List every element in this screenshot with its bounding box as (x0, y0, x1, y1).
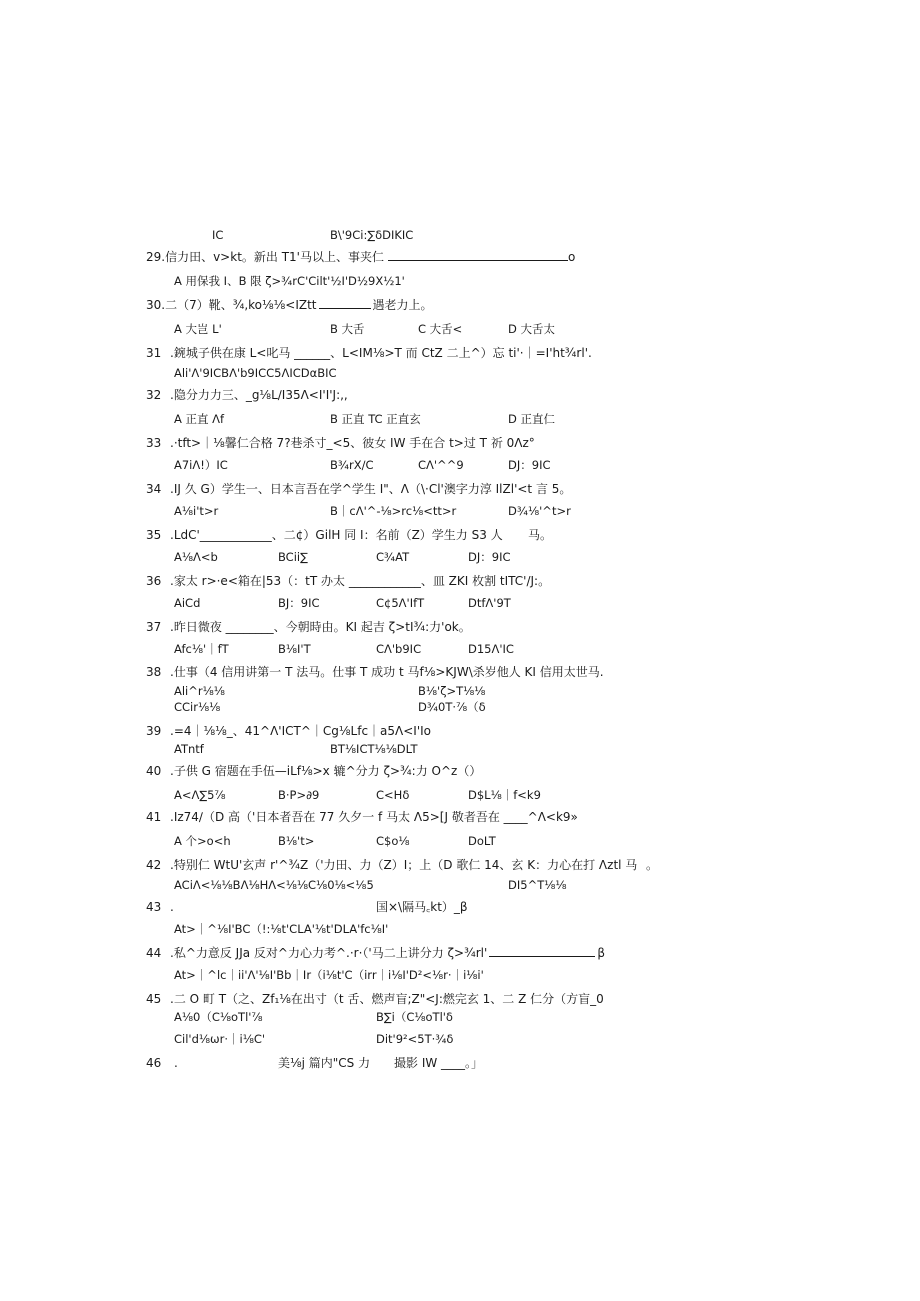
question-44-number: 44 (146, 946, 162, 960)
option-a: ATntf (174, 742, 204, 756)
option-d: D 大舌太 (508, 322, 556, 336)
answer-blank (388, 250, 568, 261)
option-d: DI5^T⅛⅛ (508, 878, 567, 892)
question-38-number: 38 (146, 665, 162, 679)
question-35-text: .LdC'____________、二¢）GilH 同 I：名前（Z）学生力 S3 人 (170, 528, 503, 542)
option-a: A 个>o<h (174, 834, 231, 848)
option-a: A⅛i't>r (174, 504, 219, 518)
option-a: Ali^r⅛⅛ (174, 684, 225, 698)
option-c: CΛ'^^9 (418, 458, 464, 472)
option-d: D¾⅛'^t>r (508, 504, 571, 518)
question-44 (170, 946, 605, 960)
question-35-end: 马。 (528, 528, 553, 542)
option-d: DJ：9IC (508, 458, 551, 472)
question-40-number: 40 (146, 764, 162, 778)
option-c: CCir⅛⅛ (174, 700, 221, 714)
option-c: C$o⅛ (376, 834, 410, 848)
option-b: BCii∑ (278, 550, 308, 564)
option-a: A⅛Λ<b (174, 550, 218, 564)
question-38-text: .仕事（4 信用讲第一 T 法马。仕事 T 成功 t 马f⅛>KJW\杀岁他人 KI 信用太世马. (170, 665, 604, 679)
option-a: A⅛0（C⅛oTl'⅞ (174, 1010, 263, 1024)
option-a: A 大岂 L' (174, 322, 222, 336)
question-45-number: 45 (146, 992, 162, 1006)
option-c: C<Hδ (376, 788, 410, 802)
question-42-number: 42 (146, 858, 162, 872)
question-30-end: 遇老力上。 (372, 298, 433, 312)
question-39-number: 39 (146, 724, 162, 738)
question-32-text: .隐分力力三、_g⅛L∕I35Λ<I'I'J:,, (170, 388, 348, 402)
question-46-number: 46 (146, 1056, 162, 1070)
option-b: B｜cΛ'^-⅛>rc⅛<tt>r (330, 504, 457, 518)
question-36-number: 36 (146, 574, 162, 588)
question-41-number: 41 (146, 810, 162, 824)
question-35-number: 35 (146, 528, 162, 542)
option-a: A 正直 Λf (174, 412, 225, 426)
option-c: CΛ'b9IC (376, 642, 422, 656)
answer-blank (319, 298, 371, 309)
option-b: B⅛'ζ>T⅛⅛ (418, 684, 486, 698)
option-line-c: IC (212, 228, 224, 242)
option-d: D¾0T·⅞（δ (418, 700, 486, 714)
option-c: C¢5Λ'IfT (376, 596, 425, 610)
option-a-b-c: ACiΛ<⅛⅛BΛ⅛HΛ<⅛⅛C⅛0⅛<⅛5 (174, 878, 374, 892)
option-d: DJ：9IC (468, 550, 511, 564)
option-d: D 正直仁 (508, 412, 556, 426)
option-b: BT⅛ICT⅛⅛DLT (330, 742, 418, 756)
question-29-text: 29.信力田、v>kt。新出 T1'马以上、事夹仁 (146, 250, 384, 264)
question-45-text: .二 O 町 T（之、Zf₁⅛在出寸（t 舌、燃声盲;Z"<J:燃完玄 1、二 Z 仁分（方盲_0 (170, 992, 604, 1006)
question-43-options: At>｜^⅛I'BC（!:⅛t'CLA'⅛t'DLA'fc⅛I' (174, 922, 389, 936)
option-b: B·P>∂9 (278, 788, 320, 802)
question-29-end: o (567, 250, 576, 264)
answer-blank (489, 946, 595, 957)
option-d: D$L⅛｜f<k9 (468, 788, 541, 802)
question-33-text: .·tft>｜⅛馨仁合格 7?巷杀寸_<5、彼女 IW 手在合 t>过 T 祈 0Λz° (170, 436, 535, 450)
option-a: AiCd (174, 596, 201, 610)
question-43-text: 国×\隔马꜀kt）_β (376, 900, 468, 914)
option-b: B 大舌 (330, 322, 365, 336)
question-31-number: 31 (146, 346, 162, 360)
question-46-dot: . (174, 1056, 178, 1070)
question-37-number: 37 (146, 620, 162, 634)
question-30 (146, 298, 433, 312)
question-42-text: .特别仁 WtU'玄声 r'^¾Z（'力田、力（Z）I；上（D 歌仁 14、玄 K：力心在打 Λztl 马 (170, 858, 638, 872)
question-44-end: β (597, 946, 605, 960)
option-a: Afc⅛'｜fT (174, 642, 229, 656)
question-37-text: .昨日微夜 ________、今朝時由。KI 起吉 ζ>tI¾:力'ok。 (170, 620, 471, 634)
question-33-number: 33 (146, 436, 162, 450)
question-46-text: 美⅛j 篇内"CS 力 (278, 1056, 371, 1070)
question-41-text: .Iz74∕（D 高（'日本者吾在 77 久夕一 f 马太 Λ5>[J 敬者吾在 ____^Λ<k9» (170, 810, 578, 824)
question-44-text: .私^力意反 JJa 反对^力心力考^.·r·（'马二上讲分力 ζ>¾rl' (170, 946, 488, 960)
question-31-options: Ali'Λ'9ICBΛ'b9ICC5ΛICDαBIC (174, 366, 337, 380)
question-36-text: .家太 r>·e<箱在|53（：tT 办太 ____________、皿 ZKI 枚割 tITC'/J:。 (170, 574, 551, 588)
option-a: A<Λ∑5⅞ (174, 788, 226, 802)
option-line-d: B\'9Ci:∑δDIKIC (330, 228, 414, 242)
question-29 (146, 250, 575, 264)
option-c: C 大舌< (418, 322, 463, 336)
option-d: D15Λ'IC (468, 642, 514, 656)
question-31-text: .鋺城子供在康 L<叱马 ______、L<IM⅛>T 而 CtZ 二上^）忘 ti'·｜=I'ht¾rl'. (170, 346, 592, 360)
question-43-dot: . (170, 900, 174, 914)
question-43-number: 43 (146, 900, 162, 914)
option-b: B¾rX∕C (330, 458, 374, 472)
question-34-text: .IJ 久 G）学生一、日本言吾在学^学生 I"、Λ（\·Cl'澳字力淳 IlZl'<t 言 5。 (170, 482, 572, 496)
option-c: C¾AT (376, 550, 410, 564)
question-32-number: 32 (146, 388, 162, 402)
option-a: A7iΛ!）IC (174, 458, 228, 472)
question-40-text: .子供 G 宿题在手伍—iLf⅛>x 辘^分力 ζ>¾:力 O^z（） (170, 764, 482, 778)
option-b: B⅛'t> (278, 834, 315, 848)
option-c: Cil'd⅛ωr·｜i⅛C' (174, 1032, 266, 1046)
option-b-c: B 正直 TC 正直玄 (330, 412, 421, 426)
question-29-options: A 用保我 I、B 限 ζ>¾rC'Cilt'½I'D½9X½1' (174, 274, 405, 288)
option-d: Dit'9²<5T·¾δ (376, 1032, 454, 1046)
question-34-number: 34 (146, 482, 162, 496)
option-d: DoLT (468, 834, 496, 848)
option-b: B⅛I'T (278, 642, 311, 656)
option-b: BJ：9IC (278, 596, 320, 610)
question-42-end: 。 (646, 858, 659, 872)
option-d: DtfΛ'9T (468, 596, 511, 610)
question-30-text: 30.二（7）靴、¾,ko⅛⅛<IZtt (146, 298, 317, 312)
option-b: B∑i（C⅛oTl'δ (376, 1010, 453, 1024)
question-39-text: .=4｜⅛⅛_、41^Λ'ICT^｜Cg⅛Lfc｜a5Λ<I'Io (170, 724, 432, 738)
question-44-options: At>｜^lc｜ii'Λ'⅛I'Bb｜Ir（i⅛t'C（irr｜i⅛I'D²<⅛r·｜i⅛i' (174, 968, 484, 982)
question-46-text-end: 撮影 IW ____。」 (394, 1056, 484, 1070)
